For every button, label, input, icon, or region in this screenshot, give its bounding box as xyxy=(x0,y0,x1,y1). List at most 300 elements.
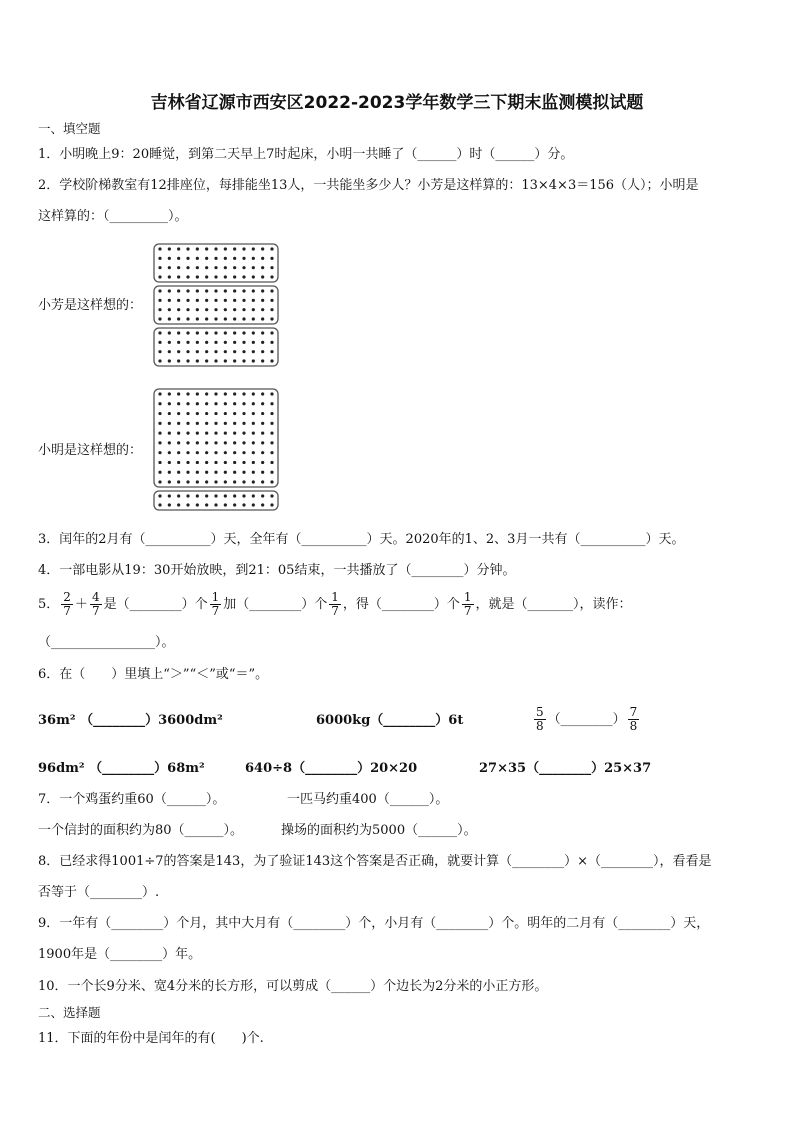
q5-fraction-1: $\frac{2}{7}$ xyxy=(63,590,71,618)
dot xyxy=(168,275,171,278)
dot xyxy=(177,275,180,278)
dot xyxy=(177,422,180,425)
dot xyxy=(233,412,236,415)
dot xyxy=(186,257,189,260)
dot xyxy=(168,392,171,395)
dot xyxy=(224,441,227,444)
dot xyxy=(261,494,264,497)
dot xyxy=(186,422,189,425)
question-6-intro: 6．在（ ）里填上“＞”“＜”或“＝”。 xyxy=(38,667,269,682)
dot xyxy=(224,247,227,250)
dot xyxy=(158,392,161,395)
dot xyxy=(158,308,161,311)
section-fill-blank: 一、填空题 xyxy=(38,121,101,136)
dot xyxy=(205,247,208,250)
dot xyxy=(261,441,264,444)
dot xyxy=(242,432,245,435)
dot xyxy=(214,412,217,415)
dot xyxy=(177,494,180,497)
xiaofang-label: 小芳是这样想的： xyxy=(38,298,143,313)
dot xyxy=(233,266,236,269)
dot xyxy=(186,412,189,415)
dot xyxy=(233,480,236,483)
dot xyxy=(270,422,273,425)
dot xyxy=(242,257,245,260)
dot xyxy=(196,359,199,362)
dot xyxy=(205,402,208,405)
dot xyxy=(252,480,255,483)
dot xyxy=(261,257,264,260)
question-2-line2: 这样算的：（_________）。 xyxy=(38,209,188,224)
dot xyxy=(205,308,208,311)
dot xyxy=(177,331,180,334)
dot xyxy=(186,441,189,444)
dot xyxy=(242,317,245,320)
dot xyxy=(196,289,199,292)
dot xyxy=(177,257,180,260)
dot xyxy=(196,299,199,302)
dot xyxy=(261,331,264,334)
dot xyxy=(177,480,180,483)
dot xyxy=(168,350,171,353)
dot xyxy=(224,480,227,483)
dot xyxy=(214,392,217,395)
dot xyxy=(242,402,245,405)
dot xyxy=(158,247,161,250)
dot xyxy=(168,289,171,292)
dot xyxy=(224,317,227,320)
dot xyxy=(177,451,180,454)
dot xyxy=(196,461,199,464)
dot xyxy=(224,432,227,435)
dot xyxy=(158,451,161,454)
dot xyxy=(158,299,161,302)
dot xyxy=(214,247,217,250)
dot xyxy=(168,308,171,311)
q5-text-4: ，就是（_______），读作： xyxy=(475,597,632,612)
dot xyxy=(177,247,180,250)
dot xyxy=(168,341,171,344)
dot xyxy=(242,461,245,464)
dot xyxy=(214,422,217,425)
question-7-d: 操场的面积约为5000（______）。 xyxy=(281,823,477,838)
dot xyxy=(224,503,227,506)
q5-fraction-2: $\frac{4}{7}$ xyxy=(91,590,100,618)
q5-fraction-5: $\frac{1}{7}$ xyxy=(463,590,472,618)
q5-fraction-3: $\frac{1}{7}$ xyxy=(211,590,220,618)
dot xyxy=(252,503,255,506)
dot xyxy=(261,503,264,506)
dot xyxy=(233,350,236,353)
dot xyxy=(158,350,161,353)
dot xyxy=(196,494,199,497)
dot xyxy=(224,422,227,425)
dot xyxy=(224,257,227,260)
dot xyxy=(186,275,189,278)
dot xyxy=(270,402,273,405)
q6c-fraction-2: $\frac{7}{8}$ xyxy=(629,705,638,733)
dot xyxy=(233,494,236,497)
dot xyxy=(224,412,227,415)
dot xyxy=(261,350,264,353)
dot xyxy=(233,422,236,425)
dot xyxy=(252,257,255,260)
dot xyxy=(168,441,171,444)
dot xyxy=(252,350,255,353)
dot xyxy=(186,480,189,483)
dot xyxy=(186,289,189,292)
dot xyxy=(242,275,245,278)
dot xyxy=(214,341,217,344)
dot xyxy=(224,461,227,464)
question-8-line1: 8．已经求得1001÷7的答案是143，为了验证143这个答案是否正确，就要计算（________）×（________），看看是 xyxy=(38,854,712,869)
dot xyxy=(242,341,245,344)
dot xyxy=(196,451,199,454)
dot xyxy=(168,451,171,454)
section-multiple-choice: 二、选择题 xyxy=(38,1005,101,1020)
dot xyxy=(168,412,171,415)
dot xyxy=(252,422,255,425)
dot xyxy=(252,289,255,292)
dot xyxy=(242,451,245,454)
dot xyxy=(233,299,236,302)
dot xyxy=(186,471,189,474)
dot xyxy=(168,480,171,483)
dot xyxy=(205,422,208,425)
dot xyxy=(252,359,255,362)
dot xyxy=(270,359,273,362)
dot xyxy=(214,257,217,260)
dot xyxy=(214,299,217,302)
dot xyxy=(186,392,189,395)
dot xyxy=(214,441,217,444)
dot xyxy=(270,503,273,506)
dot xyxy=(196,402,199,405)
dot xyxy=(224,275,227,278)
dot xyxy=(158,494,161,497)
dot xyxy=(233,331,236,334)
dot xyxy=(158,402,161,405)
dot xyxy=(270,331,273,334)
question-5-line2: （________________）。 xyxy=(38,635,175,650)
dot xyxy=(168,402,171,405)
dot xyxy=(186,331,189,334)
dot xyxy=(233,503,236,506)
question-5-line1 xyxy=(38,590,632,620)
question-6-a: 36m² （________）3600dm² xyxy=(38,713,223,728)
dot xyxy=(177,317,180,320)
dot xyxy=(158,480,161,483)
dot xyxy=(214,480,217,483)
q5-text-2: 加（________）个 xyxy=(223,597,328,612)
dot xyxy=(196,275,199,278)
q6c-blank: （________） xyxy=(547,712,626,727)
question-11: 11．下面的年份中是闰年的有( )个. xyxy=(38,1031,264,1046)
dot xyxy=(186,461,189,464)
dot xyxy=(186,299,189,302)
dot xyxy=(214,359,217,362)
dot xyxy=(205,341,208,344)
dot xyxy=(205,275,208,278)
dot xyxy=(270,247,273,250)
dot xyxy=(242,299,245,302)
dot xyxy=(270,494,273,497)
dot xyxy=(242,422,245,425)
dot xyxy=(186,402,189,405)
dot xyxy=(252,392,255,395)
dot xyxy=(177,441,180,444)
dot xyxy=(186,503,189,506)
dot xyxy=(261,341,264,344)
question-9-line2: 1900年是（________）年。 xyxy=(38,947,202,962)
q5-text-3: ，得（________）个 xyxy=(342,597,460,612)
dot xyxy=(261,247,264,250)
dot xyxy=(196,317,199,320)
dot xyxy=(158,257,161,260)
dot xyxy=(270,289,273,292)
dot xyxy=(261,299,264,302)
question-10: 10．一个长9分米、宽4分米的长方形，可以剪成（______）个边长为2分米的小正方形。 xyxy=(38,979,548,994)
dot xyxy=(270,341,273,344)
dot xyxy=(224,308,227,311)
dot xyxy=(214,317,217,320)
dot xyxy=(261,461,264,464)
dot xyxy=(168,422,171,425)
dot xyxy=(196,441,199,444)
dot xyxy=(196,341,199,344)
dot xyxy=(177,289,180,292)
dot xyxy=(158,359,161,362)
dot xyxy=(252,247,255,250)
dot xyxy=(252,317,255,320)
dot xyxy=(252,275,255,278)
dot xyxy=(242,441,245,444)
dot xyxy=(196,257,199,260)
question-7-b: 一匹马约重400（______）。 xyxy=(287,792,449,807)
dot xyxy=(205,494,208,497)
dot xyxy=(233,451,236,454)
dot xyxy=(261,359,264,362)
dot xyxy=(270,317,273,320)
dot xyxy=(270,299,273,302)
dot xyxy=(270,257,273,260)
dot xyxy=(224,266,227,269)
dot xyxy=(205,266,208,269)
dot xyxy=(186,266,189,269)
dot xyxy=(214,266,217,269)
dot xyxy=(177,341,180,344)
dot xyxy=(252,494,255,497)
dot xyxy=(196,503,199,506)
dot xyxy=(261,275,264,278)
question-7-a: 7．一个鸡蛋约重60（______）。 xyxy=(38,792,226,807)
dot xyxy=(168,471,171,474)
dot xyxy=(252,299,255,302)
dot xyxy=(233,392,236,395)
dot xyxy=(158,422,161,425)
dot xyxy=(270,392,273,395)
q6c-fraction-1: $\frac{5}{8}$ xyxy=(536,705,544,733)
dot xyxy=(261,392,264,395)
dot xyxy=(205,461,208,464)
dot xyxy=(270,441,273,444)
dot xyxy=(186,341,189,344)
question-9-line1: 9．一年有（________）个月，其中大月有（________）个，小月有（________）个。明年的二月有（________）天， xyxy=(38,916,710,931)
dot xyxy=(205,503,208,506)
dot xyxy=(177,392,180,395)
dot xyxy=(242,289,245,292)
dot xyxy=(242,247,245,250)
dot xyxy=(196,432,199,435)
dot xyxy=(270,266,273,269)
dot xyxy=(177,359,180,362)
q5-plus: ＋ xyxy=(74,597,88,612)
dot xyxy=(196,412,199,415)
dot xyxy=(252,402,255,405)
q5-fraction-4: $\frac{1}{7}$ xyxy=(331,590,339,618)
dot xyxy=(158,341,161,344)
dot xyxy=(168,247,171,250)
dot xyxy=(233,247,236,250)
dot xyxy=(252,432,255,435)
dot xyxy=(233,432,236,435)
dot xyxy=(177,266,180,269)
question-2-line1: 2．学校阶梯教室有12排座位，每排能坐13人，一共能坐多少人？小芳是这样算的：13×4×3＝156（人）；小明是 xyxy=(38,178,699,193)
dot xyxy=(242,350,245,353)
dot xyxy=(177,350,180,353)
dot xyxy=(205,359,208,362)
dot xyxy=(177,471,180,474)
dot xyxy=(224,471,227,474)
dot xyxy=(214,503,217,506)
dot xyxy=(158,432,161,435)
dot xyxy=(270,471,273,474)
page-title: 吉林省辽源市西安区2022-2023学年数学三下期末监测模拟试题 xyxy=(150,93,644,113)
question-1: 1．小明晚上9：20睡觉，到第二天早上7时起床，小明一共睡了（______）时（______）分。 xyxy=(38,147,574,162)
dot xyxy=(233,275,236,278)
dot xyxy=(252,308,255,311)
dot xyxy=(196,480,199,483)
dot xyxy=(177,299,180,302)
dot xyxy=(168,359,171,362)
dot xyxy=(205,480,208,483)
dot xyxy=(205,441,208,444)
dot xyxy=(205,471,208,474)
dot xyxy=(186,451,189,454)
dot xyxy=(224,392,227,395)
dot xyxy=(158,471,161,474)
dot xyxy=(196,422,199,425)
dot xyxy=(196,308,199,311)
dot xyxy=(233,308,236,311)
dot xyxy=(270,308,273,311)
dot xyxy=(224,359,227,362)
dot xyxy=(252,341,255,344)
dot xyxy=(177,503,180,506)
dot xyxy=(205,350,208,353)
question-6-e: 640÷8（________）20×20 xyxy=(245,761,418,776)
dot xyxy=(205,412,208,415)
dot xyxy=(214,331,217,334)
dot xyxy=(270,480,273,483)
dot xyxy=(214,402,217,405)
dot xyxy=(186,308,189,311)
dot xyxy=(224,494,227,497)
dot xyxy=(158,266,161,269)
dot xyxy=(233,341,236,344)
dot xyxy=(205,331,208,334)
dot xyxy=(233,317,236,320)
dot xyxy=(261,289,264,292)
xiaoming-label: 小明是这样想的： xyxy=(38,443,143,458)
dot xyxy=(205,392,208,395)
dot xyxy=(242,359,245,362)
dot xyxy=(242,471,245,474)
dot xyxy=(158,289,161,292)
dot xyxy=(168,266,171,269)
dot xyxy=(252,471,255,474)
dot xyxy=(168,299,171,302)
dot xyxy=(261,317,264,320)
dot xyxy=(242,308,245,311)
dot xyxy=(270,461,273,464)
dot xyxy=(186,317,189,320)
dot xyxy=(196,266,199,269)
dot xyxy=(158,441,161,444)
dot xyxy=(252,451,255,454)
dot xyxy=(214,275,217,278)
dot xyxy=(242,494,245,497)
dot xyxy=(214,432,217,435)
dot-group-2-rows xyxy=(154,491,278,510)
question-6-b: 6000kg（________）6t xyxy=(316,713,464,728)
dot xyxy=(177,308,180,311)
dot xyxy=(186,350,189,353)
dot xyxy=(168,461,171,464)
question-4: 4．一部电影从19：30开始放映，到21：05结束，一共播放了（________）分钟。 xyxy=(38,563,516,578)
dot xyxy=(205,289,208,292)
dot xyxy=(214,289,217,292)
dot xyxy=(224,341,227,344)
dot xyxy=(186,359,189,362)
question-8-line2: 否等于（________）. xyxy=(38,885,160,900)
dot xyxy=(261,412,264,415)
dot xyxy=(233,461,236,464)
dot xyxy=(158,275,161,278)
dot xyxy=(214,461,217,464)
dot xyxy=(252,266,255,269)
dot xyxy=(158,317,161,320)
dot xyxy=(233,441,236,444)
dot xyxy=(158,461,161,464)
dot xyxy=(252,412,255,415)
xiaoming-dot-diagram xyxy=(150,387,282,513)
dot xyxy=(261,432,264,435)
dot xyxy=(177,412,180,415)
dot xyxy=(224,402,227,405)
dot xyxy=(205,299,208,302)
dot xyxy=(242,480,245,483)
dot xyxy=(242,331,245,334)
dot xyxy=(214,451,217,454)
dot xyxy=(270,275,273,278)
dot xyxy=(233,289,236,292)
dot xyxy=(186,432,189,435)
dot xyxy=(158,503,161,506)
dot xyxy=(224,350,227,353)
dot xyxy=(261,266,264,269)
dot xyxy=(186,247,189,250)
